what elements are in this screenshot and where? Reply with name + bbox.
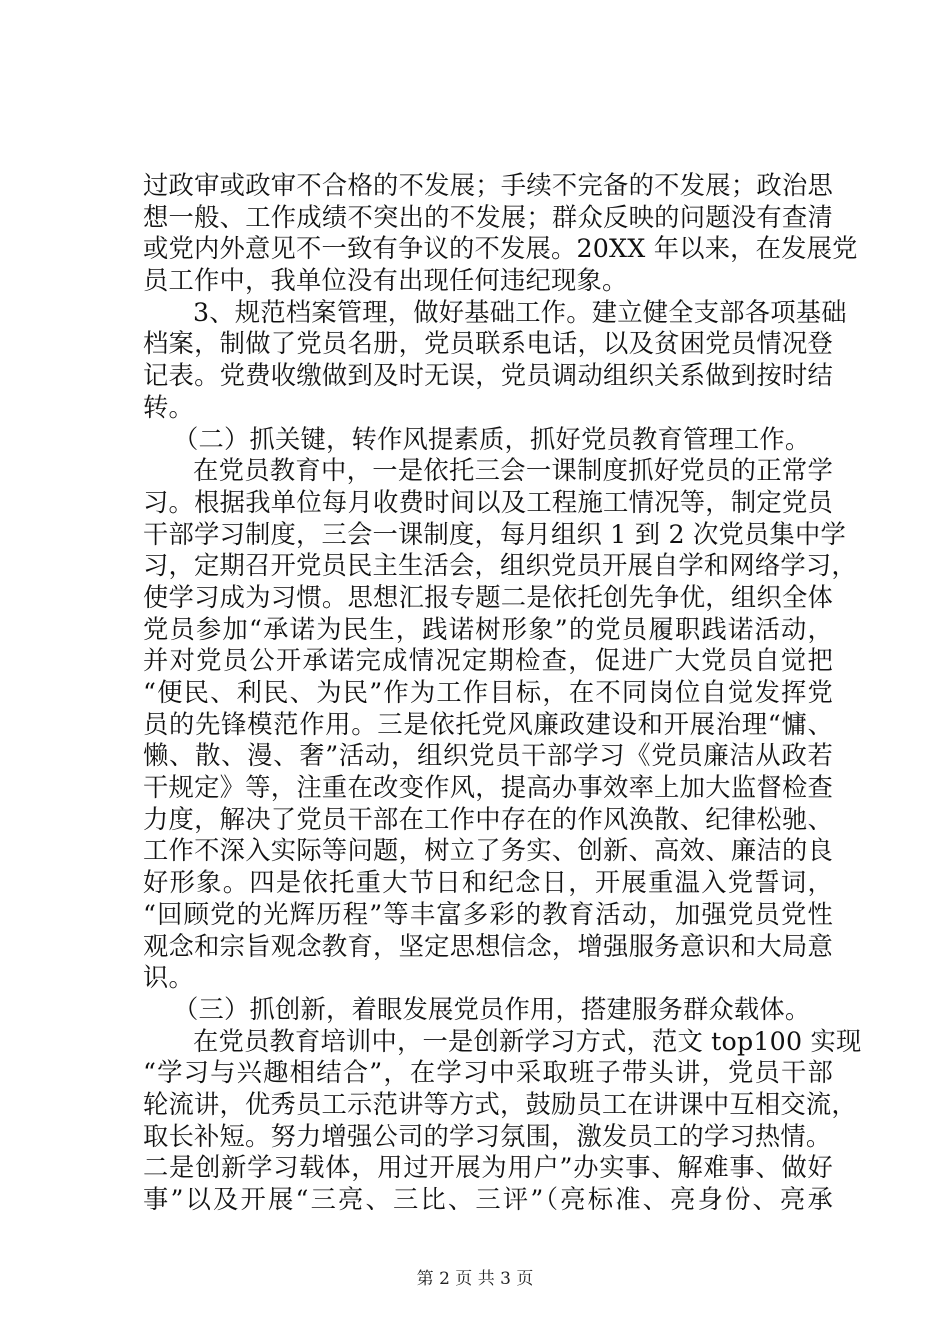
text-line: 员的先锋模范作用。三是依托党风廉政建设和开展治理“慵、 [143, 709, 833, 739]
text-line: 或党内外意见不一致有争议的不发展。20XX 年以来，在发展党 [143, 234, 858, 264]
text-line: 干部学习制度，三会一课制度，每月组织 1 到 2 次党员集中学 [143, 519, 846, 549]
text-line: 在党员教育培训中，一是创新学习方式，范文 top100 实现 [193, 1026, 862, 1056]
section-heading: （二）抓关键，转作风提素质，抓好党员教育管理工作。 [173, 424, 811, 454]
text-line: 习。根据我单位每月收费时间以及工程施工情况等，制定党员 [143, 487, 833, 517]
text-line: 在党员教育中，一是依托三会一课制度抓好党员的正常学 [193, 456, 833, 486]
text-line: 档案，制做了党员名册，党员联系电话，以及贫困党员情况登 [143, 329, 833, 359]
text-line: 使学习成为习惯。思想汇报专题二是依托创先争优，组织全体 [143, 582, 833, 612]
text-line: 懒、散、漫、奢”活动，组织党员干部学习《党员廉洁从政若 [143, 741, 833, 771]
document-body [143, 170, 862, 1216]
text-line: 员工作中，我单位没有出现任何违纪现象。 [143, 266, 628, 296]
text-line: 力度，解决了党员干部在工作中存在的作风涣散、纪律松驰、 [143, 804, 833, 834]
text-line: 工作不深入实际等问题，树立了务实、创新、高效、廉洁的良 [143, 836, 833, 866]
text-line: “便民、利民、为民”作为工作目标，在不同岗位自觉发挥党 [143, 678, 833, 707]
text-line: 取长补短。努力增强公司的学习氛围，激发员工的学习热情。 [143, 1121, 832, 1151]
text-line: 记表。党费收缴做到及时无误，党员调动组织关系做到按时结 [143, 361, 833, 391]
text-line: 并对党员公开承诺完成情况定期检查，促进广大党员自觉把 [143, 646, 833, 676]
text-line: 想一般、工作成绩不突出的不发展；群众反映的问题没有查清 [143, 202, 833, 232]
text-line: 干规定》等，注重在改变作风，提高办事效率上加大监督检查 [143, 773, 833, 803]
page-footer [0, 1268, 950, 1290]
text-line: 观念和宗旨观念教育，坚定思想信念，增强服务意识和大局意 [143, 931, 833, 961]
page-number: 第 2 页 共 3 页 [416, 1269, 534, 1289]
text-line: 好形象。四是依托重大节日和纪念日，开展重温入党誓词， [143, 868, 833, 898]
text-line: 转。 [143, 392, 194, 422]
text-line: 轮流讲，优秀员工示范讲等方式，鼓励员工在讲课中互相交流， [143, 1089, 857, 1119]
text-line: 习，定期召开党员民主生活会，组织党员开展自学和网络学习， [143, 551, 857, 581]
text-line: 党员参加“承诺为民生，践诺树形象”的党员履职践诺活动， [143, 614, 833, 644]
text-line: “学习与兴趣相结合”，在学习中采取班子带头讲，党员干部 [143, 1058, 833, 1088]
section-heading: （三）抓创新，着眼发展党员作用，搭建服务群众载体。 [173, 994, 811, 1024]
text-line: 过政审或政审不合格的不发展；手续不完备的不发展；政治思 [143, 171, 833, 200]
text-line: “回顾党的光辉历程”等丰富多彩的教育活动，加强党员党性 [143, 899, 833, 929]
text-line: 3、规范档案管理，做好基础工作。建立健全支部各项基础 [193, 297, 847, 327]
text-line: 二是创新学习载体，用过开展为用户”办实事、解难事、做好 [143, 1153, 833, 1183]
text-line: 识。 [143, 963, 194, 993]
text-line: 事”以及开展“三亮、三比、三评”（亮标准、亮身份、亮承 [143, 1185, 833, 1214]
